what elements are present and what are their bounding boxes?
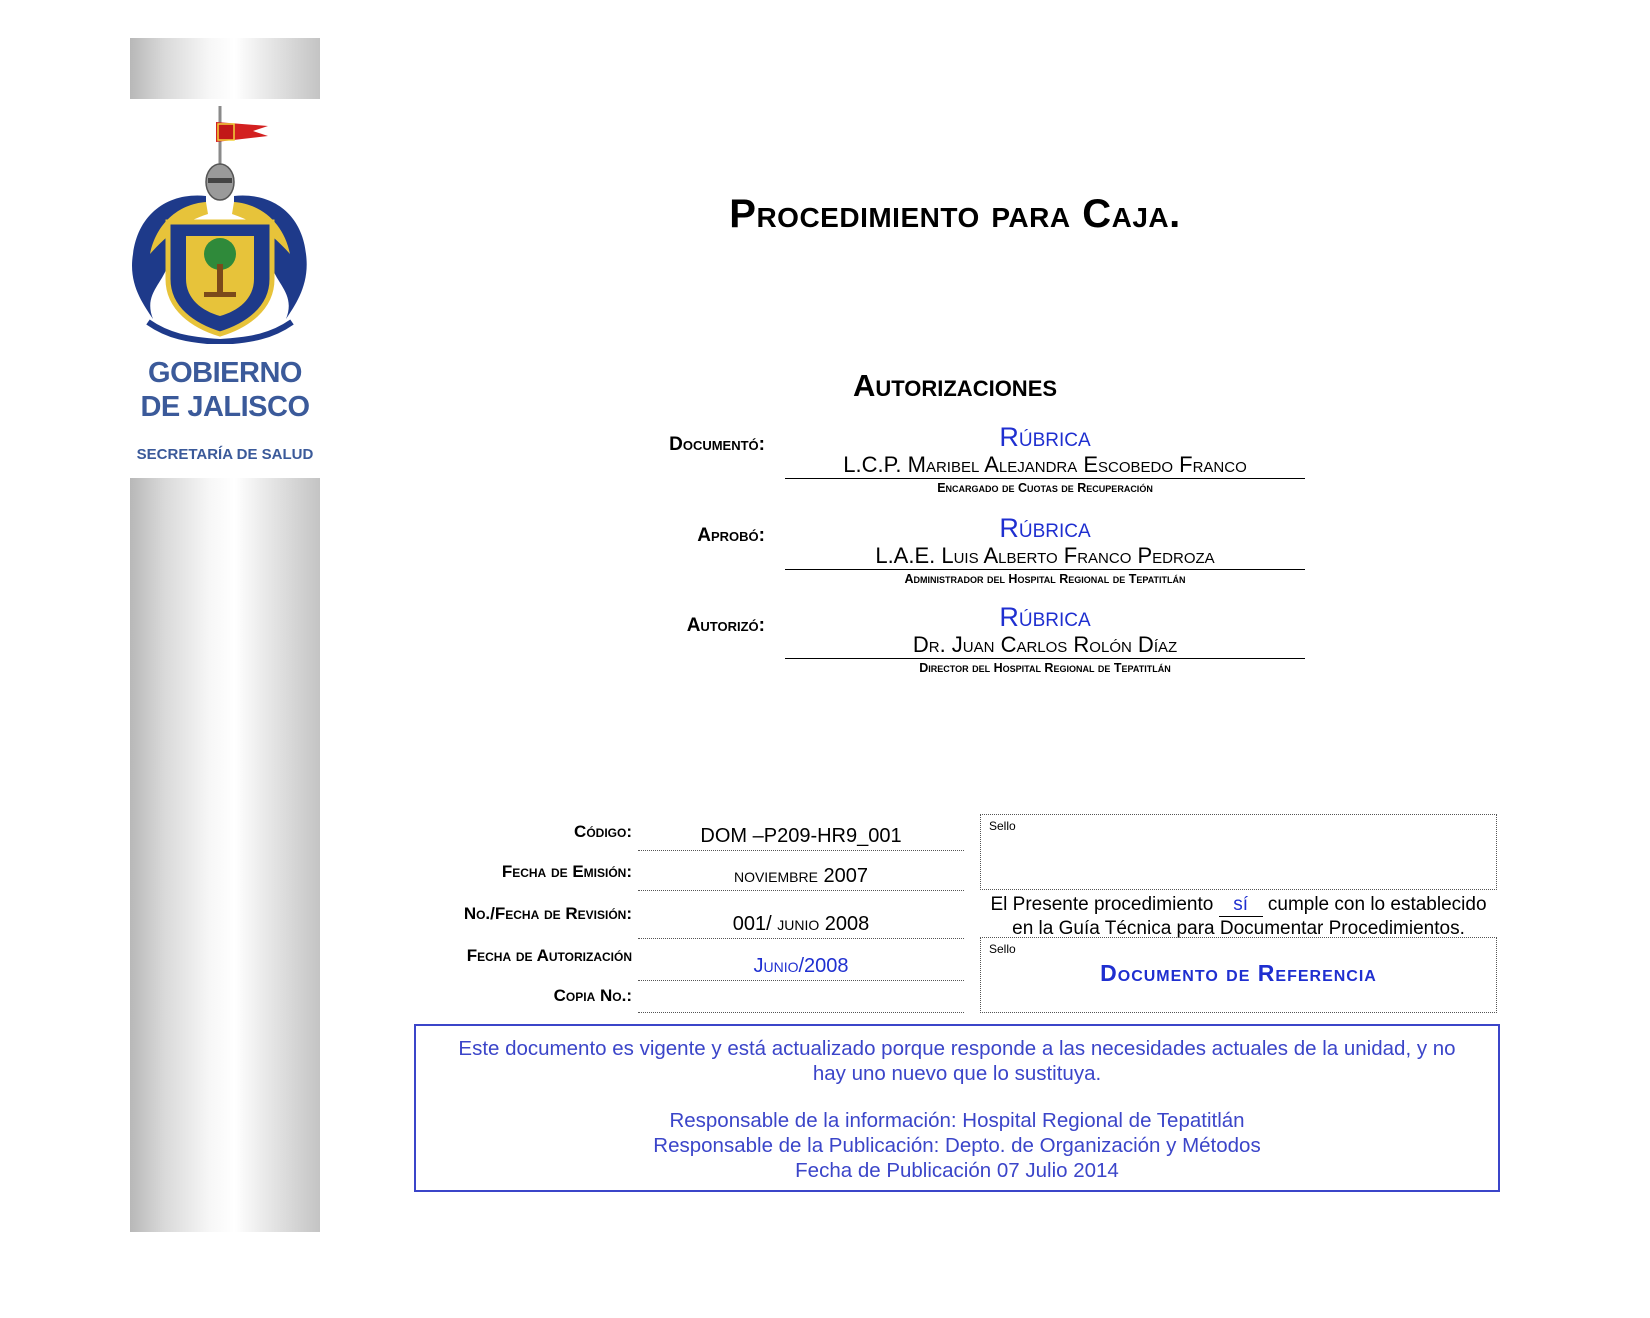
validity-footer xyxy=(414,1024,1500,1192)
revision-number: 001/ xyxy=(732,913,772,935)
revision-year: 2008 xyxy=(824,913,870,935)
emision-year: 2007 xyxy=(823,865,869,887)
signer-role: Encargado de Cuotas de Recuperación xyxy=(937,481,1153,495)
auth-label-aprobo: Aprobó: xyxy=(697,525,765,546)
signer-role: Administrador del Hospital Regional de Tepatitlán xyxy=(904,572,1186,586)
reference-stamp: Documento de Referencia xyxy=(1100,960,1377,986)
signature-text: Rúbrica xyxy=(999,513,1091,543)
signer-role: Director del Hospital Regional de Tepatitlán xyxy=(919,661,1171,675)
codigo-label: Código: xyxy=(574,822,632,841)
auth-label-autorizo: Autorizó: xyxy=(686,615,765,636)
responsible-publication: Responsable de la Publicación: Depto. de Organización y Métodos xyxy=(653,1134,1261,1157)
sello-label: Sello xyxy=(989,942,1016,956)
autorizacion-value: Junio/2008 xyxy=(638,952,964,981)
sidebar-pillar-top xyxy=(130,38,320,99)
validity-line1: Este documento es vigente y está actualizado porque responde a las necesidades actuales de la unidad, y no xyxy=(458,1037,1456,1060)
copia-value xyxy=(638,984,964,1013)
autorizacion-label: Fecha de Autorización xyxy=(466,946,632,965)
org-name-line1: GOBIERNO xyxy=(148,357,302,389)
emision-month: noviembre xyxy=(733,865,818,887)
compliance-pre: El Presente procedimiento xyxy=(990,894,1214,915)
department-name: SECRETARÍA DE SALUD xyxy=(136,446,314,463)
compliance-answer-text: sí xyxy=(1233,894,1248,915)
emision-value xyxy=(638,862,964,891)
signature-text: Rúbrica xyxy=(999,422,1091,452)
copia-label: Copia No.: xyxy=(553,986,632,1005)
compliance-line1 xyxy=(980,893,1497,917)
sello-box-top xyxy=(980,814,1497,890)
signer-name: Dr. Juan Carlos Rolón Díaz xyxy=(785,632,1305,659)
org-name-line2: DE JALISCO xyxy=(140,391,310,423)
sello-box-bottom xyxy=(980,937,1497,1013)
sidebar-pillar-bottom xyxy=(130,478,320,1232)
auth-label-documento: Documentó: xyxy=(669,434,765,455)
compliance-post: cumple con lo establecido xyxy=(1267,894,1487,915)
emision-label: Fecha de Emisión: xyxy=(501,862,632,881)
publication-date: Fecha de Publicación 07 Julio 2014 xyxy=(795,1159,1119,1182)
section-title: Autorizaciones xyxy=(852,368,1058,403)
page-title: Procedimiento para Caja. xyxy=(729,192,1181,236)
compliance-line2: en la Guía Técnica para Documentar Procedimientos. xyxy=(1012,918,1465,939)
responsible-info: Responsable de la información: Hospital Regional de Tepatitlán xyxy=(669,1109,1245,1132)
codigo-value: DOM –P209-HR9_001 xyxy=(638,822,964,851)
sello-label: Sello xyxy=(989,819,1016,833)
signature-text: Rúbrica xyxy=(999,602,1091,632)
revision-value xyxy=(638,910,964,939)
validity-line2: hay uno nuevo que lo sustituya. xyxy=(812,1062,1102,1085)
compliance-answer xyxy=(1219,893,1263,917)
auth-block-aprobo xyxy=(785,513,1305,588)
revision-label: No./Fecha de Revisión: xyxy=(463,904,632,923)
signer-name: L.C.P. Maribel Alejandra Escobedo Franco xyxy=(785,452,1305,479)
compliance-statement xyxy=(980,893,1497,940)
auth-block-autorizo xyxy=(785,602,1305,677)
auth-block-documento xyxy=(785,422,1305,497)
signer-name: L.A.E. Luis Alberto Franco Pedroza xyxy=(785,543,1305,570)
revision-month: junio xyxy=(777,913,820,935)
